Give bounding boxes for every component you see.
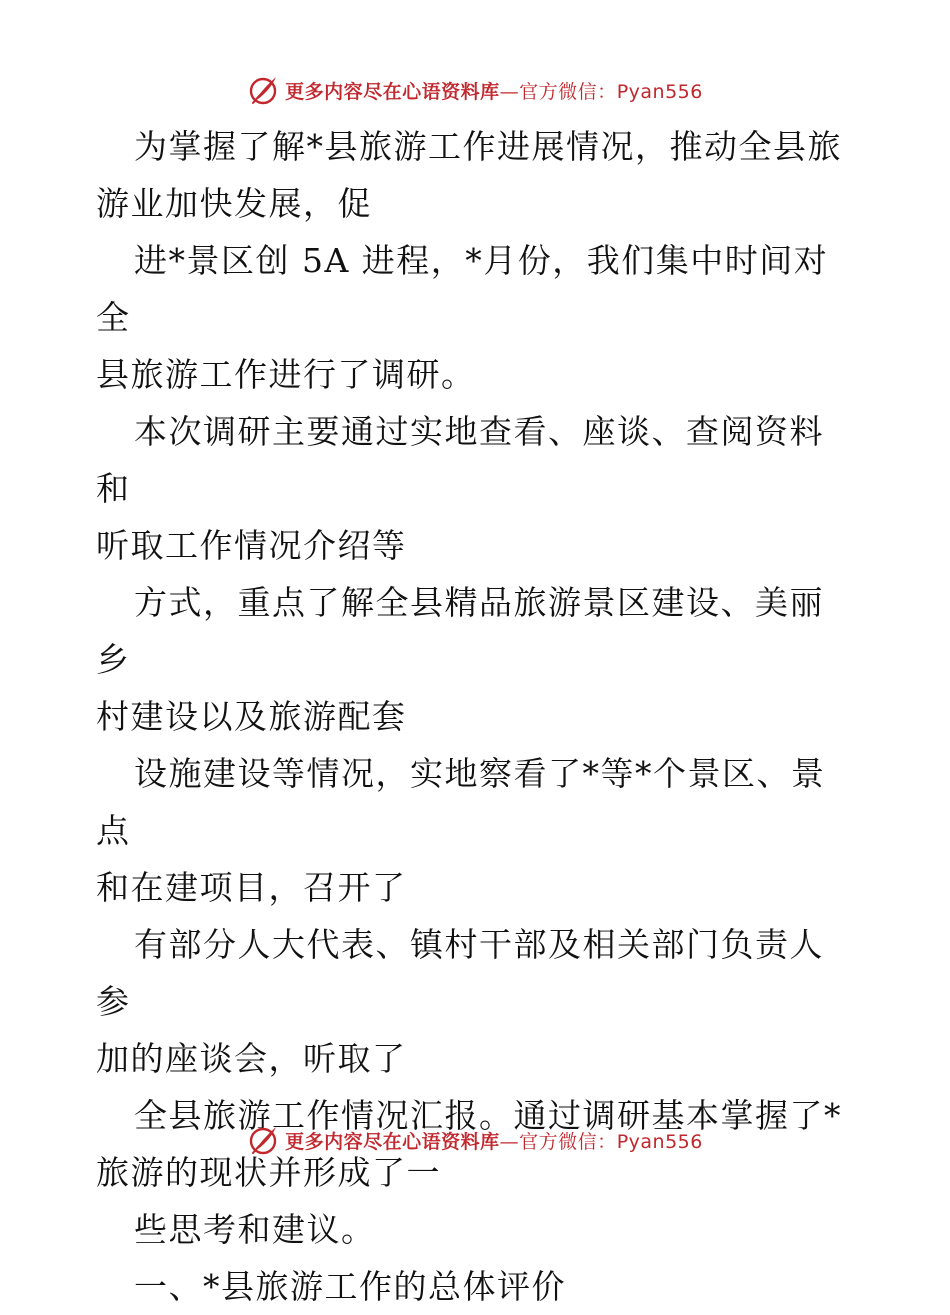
feather-pen-logo-icon [247,1124,279,1156]
paragraph [96,574,856,745]
header-banner-title: 更多内容尽在心语资料库 [285,80,500,103]
paragraph-line: 和在建项目，召开了 [96,868,407,907]
footer-banner [0,1120,950,1160]
paragraph-line: 旅游的现状并形成了一 [96,1153,441,1192]
paragraph [96,232,856,403]
paragraph-line: 进*景区创 5A 进程，*月份，我们集中时间对全 [96,241,829,337]
header-banner-separator: — [499,80,520,103]
feather-pen-logo-icon [247,74,279,106]
paragraph-line: 为掌握了解*县旅游工作进展情况，推动全县旅 [134,127,842,166]
footer-banner-title: 更多内容尽在心语资料库 [285,1130,500,1153]
paragraph-line: 加的座谈会，听取了 [96,1039,407,1078]
paragraph-line: 有部分人大代表、镇村干部及相关部门负责人参 [96,925,824,1021]
paragraph-line: 本次调研主要通过实地查看、座谈、查阅资料和 [96,412,824,508]
paragraph-line: 游业加快发展，促 [96,184,372,223]
paragraph [96,118,856,232]
section-heading [96,1258,856,1315]
header-banner [0,70,950,110]
paragraph-line: 设施建设等情况，实地察看了*等*个景区、景点 [96,754,826,850]
paragraph [96,403,856,574]
section-heading-text: 一、*县旅游工作的总体评价 [134,1267,566,1306]
footer-banner-contact: Pyan556 [616,1130,703,1153]
paragraph-line: 听取工作情况介绍等 [96,526,407,565]
paragraph-line: 方式，重点了解全县精品旅游景区建设、美丽乡 [96,583,824,679]
paragraph-line: 全县旅游工作情况汇报。通过调研基本掌握了* [134,1096,842,1135]
footer-banner-text [285,1127,703,1154]
footer-banner-label: 官方微信： [519,1130,617,1153]
footer-banner-separator: — [499,1130,520,1153]
paragraph-line: 村建设以及旅游配套 [96,697,407,736]
paragraph-line: 县旅游工作进行了调研。 [96,355,476,394]
header-banner-contact: Pyan556 [616,80,703,103]
header-banner-text [285,77,703,104]
paragraph [96,745,856,916]
header-banner-label: 官方微信： [519,80,617,103]
paragraph-line: 些思考和建议。 [134,1210,376,1249]
paragraph [96,916,856,1087]
